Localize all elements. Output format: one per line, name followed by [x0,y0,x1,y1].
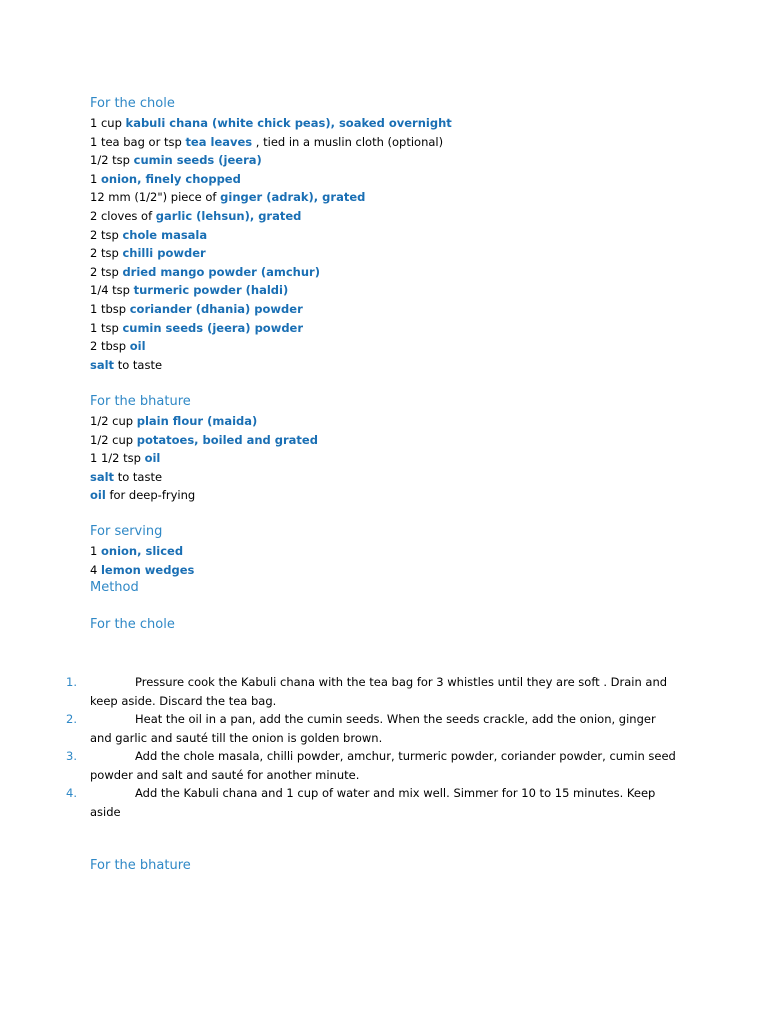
method-heading: Method [90,580,139,595]
ingredient-link[interactable]: ginger (adrak), grated [220,190,366,205]
ingredient-quantity: 1/4 tsp [90,283,134,298]
step-number: 1. [66,675,77,689]
ingredient-quantity: 2 tsp [90,264,123,279]
step-text: Heat the oil in a pan, add the cumin seeds. When the seeds crackle, add the onion, ginger and garlic and sauté till the onion is golden brown. [90,712,656,745]
ingredient-line [90,319,303,337]
ingredient-link[interactable]: garlic (lehsun), grated [155,209,302,223]
ingredient-line [90,226,207,244]
step-text: Add the Kabuli chana and 1 cup of water and mix well. Simmer for 10 to 15 minutes. Keep aside [90,786,656,819]
method-step [66,673,680,710]
ingredient-line [90,133,443,151]
ingredient-line [90,114,452,132]
step-number: 4. [66,786,77,800]
ingredient-line [90,468,162,486]
ingredient-link[interactable]: onion, sliced [100,544,184,558]
chole-ingredients-heading: For the chole [90,96,175,111]
ingredient-link[interactable]: chole masala [122,227,208,242]
ingredient-quantity: 1/2 cup [90,432,137,447]
ingredient-link[interactable]: potatoes, boiled and grated [136,432,318,447]
step-text: Add the chole masala, chilli powder, amchur, turmeric powder, coriander powder, cumin seed powder and salt and sauté for another minute. [90,749,676,782]
ingredient-quantity: 1 tbsp [90,302,130,316]
ingredient-note: for deep-frying [105,488,196,503]
ingredient-line [90,561,194,579]
ingredient-line [90,244,206,262]
bhature-ingredients-heading: For the bhature [90,394,191,409]
ingredient-link[interactable]: cumin seeds (jeera) powder [122,320,304,335]
ingredient-quantity: 1 1/2 tsp [90,451,145,466]
ingredient-line [90,431,318,449]
ingredient-link[interactable]: cumin seeds (jeera) [133,153,262,168]
ingredient-line [90,188,365,206]
ingredient-line [90,542,183,560]
ingredient-line [90,207,301,225]
ingredient-quantity: 2 tbsp [90,339,130,354]
ingredient-quantity: 1 [90,544,101,558]
method-step [66,710,680,747]
ingredient-link[interactable]: dried mango powder (amchur) [122,264,320,279]
ingredient-line [90,151,262,169]
ingredient-line [90,170,241,188]
ingredient-link[interactable]: salt [90,469,115,484]
method-step [66,784,680,821]
ingredient-line [90,281,288,299]
ingredient-quantity: 1 [90,171,101,186]
ingredient-link[interactable]: lemon wedges [100,562,195,577]
serving-heading: For serving [90,524,163,539]
ingredient-link[interactable]: salt [90,357,115,372]
ingredient-line [90,300,303,318]
ingredient-link[interactable]: kabuli chana (white chick peas), soaked overnight [125,116,452,130]
ingredient-link[interactable]: turmeric powder (haldi) [133,283,289,298]
ingredient-quantity: 1/2 cup [90,414,137,428]
ingredient-link[interactable]: tea leaves [185,134,253,149]
ingredient-link[interactable]: oil [90,488,106,503]
ingredient-quantity: 12 mm (1/2") piece of [90,190,221,205]
step-text: Pressure cook the Kabuli chana with the tea bag for 3 whistles until they are soft . Drain and keep aside. Discard the tea bag. [90,675,668,708]
ingredient-link[interactable]: onion, finely chopped [100,171,241,186]
ingredient-link[interactable]: coriander (dhania) powder [129,302,303,316]
ingredient-note: , tied in a muslin cloth (optional) [252,134,444,149]
ingredient-line [90,337,146,355]
ingredient-quantity: 4 [90,562,101,577]
ingredient-quantity: 1 cup [90,116,126,130]
ingredient-link[interactable]: oil [144,451,161,466]
method-step [66,747,680,784]
ingredient-quantity: 2 tsp [90,227,123,242]
ingredient-quantity: 1 tea bag or tsp [90,134,186,149]
ingredient-note: to taste [114,469,163,484]
ingredient-link[interactable]: plain flour (maida) [136,414,258,428]
ingredient-line [90,449,160,467]
ingredient-link[interactable]: oil [129,339,146,354]
ingredient-line [90,263,320,281]
ingredient-note: to taste [114,357,163,372]
ingredient-link[interactable]: chilli powder [122,246,206,261]
ingredient-quantity: 2 cloves of [90,209,156,223]
method-chole-heading: For the chole [90,617,175,632]
ingredient-quantity: 2 tsp [90,246,123,261]
ingredient-quantity: 1 tsp [90,320,123,335]
step-number: 3. [66,749,77,763]
ingredient-line [90,412,257,430]
ingredient-line [90,486,195,504]
step-number: 2. [66,712,77,726]
method-bhature-heading: For the bhature [90,858,191,873]
ingredient-line [90,356,162,374]
ingredient-quantity: 1/2 tsp [90,153,134,168]
